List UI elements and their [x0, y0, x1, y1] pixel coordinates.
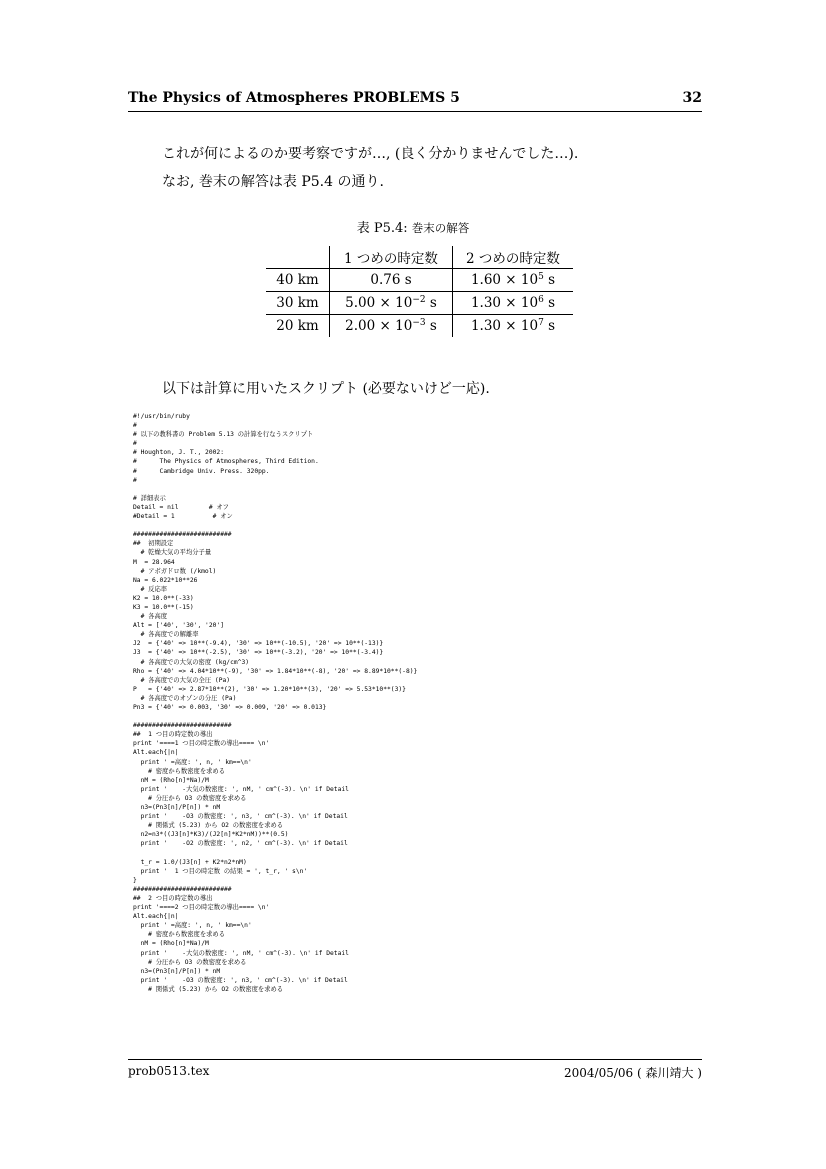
table-header-row: [266, 246, 573, 269]
column-header-time-constant-1: 1 つめの時定数: [330, 246, 453, 269]
table-caption: [0, 217, 826, 236]
table-caption-label: 表 P5.4:: [356, 221, 408, 236]
table-row: [266, 269, 573, 292]
table-caption-text: 巻末の解答: [411, 221, 470, 235]
column-header-altitude: [266, 246, 330, 269]
cell-altitude: 30 km: [266, 292, 330, 315]
results-table: [266, 246, 573, 337]
running-title: The Physics of Atmospheres PROBLEMS 5: [128, 90, 460, 106]
header-rule: [128, 111, 702, 112]
table-row: [266, 315, 573, 338]
column-header-time-constant-2: 2 つめの時定数: [453, 246, 574, 269]
cell-time-constant-1: $5.00 \times 10^{-2}$ s: [330, 292, 453, 315]
ruby-script-listing: #!/usr/bin/ruby # # 以下の教科書の Problem 5.13 の計算を行なうスクリプト # # Houghton, J. T., 2002: # The Physics of Atmospheres, Third Edition. # Cambridge Univ. Press. 320pp. # # 詳細表示 Detail = nil # オフ #Detail = 1 # オン ########################## ## 初期設定 # 乾燥大気の平均分子量 M = 28.964 # アボガドロ数 (/kmol) Na = 6.022*10**26 # 反応率 K2 = 10.0**(-33) K3 = 10.0**(-15) # 各高度 Alt = ['40', '30', '20'] # 各高度での解離率 J2 = {'40' => 10**(-9.4), '30' => 10**(-10.5), '20' => 10**(-13)} J3 = {'40' => 10**(-2.5), '30' => 10**(-3.2), '20' => 10**(-3.4)} # 各高度での大気の密度 (kg/cm^3) Rho = {'40' => 4.04*10**(-9), '30' => 1.84*10**(-8), '20' => 8.89*10**(-8)} # 各高度での大気の全圧 (Pa) P = {'40' => 2.87*10**(2), '30' => 1.20*10**(3), '20' => 5.53*10**(3)} # 各高度でのオゾンの分圧 (Pa) Pn3 = {'40' => 0.003, '30' => 0.009, '20' => 0.013} ########################## ## 1 つ目の時定数の導出 print '====1 つ目の時定数の導出==== \n' Alt.each{|n| print ' =高度: ', n, ' km==\n' # 密度から数密度を求める nM = (Rho[n]*Na)/M print ' -大気の数密度: ', nM, ' cm^(-3). \n' if Detail # 分圧から O3 の数密度を求める n3=(Pn3[n]/P[n]) * nM print ' -O3 の数密度: ', n3, ' cm^(-3). \n' if Detail # 関係式 (5.23) から O2 の数密度を求める n2=n3*((J3[n]*K3)/(J2[n]*K2*nM))**(0.5) print ' -O2 の数密度: ', n2, ' cm^(-3). \n' if Detail t_r = 1.0/(J3[n] + K2*n2*nM) print ' 1 つ目の時定数 の結果 = ', t_r, ' s\n' } ########################## ## 2 つ目の時定数の導出 print '====2 つ目の時定数の導出==== \n' Alt.each{|n| print ' =高度: ', n, ' km==\n' # 密度から数密度を求める nM = (Rho[n]*Na)/M print ' -大気の数密度: ', nM, ' cm^(-3). \n' if Detail # 分圧から O3 の数密度を求める n3=(Pn3[n]/P[n]) * nM print ' -O3 の数密度: ', n3, ' cm^(-3). \n' if Detail # 関係式 (5.23) から O2 の数密度を求める: [133, 413, 418, 993]
page-header: [128, 90, 702, 112]
cell-time-constant-2: $1.60 \times 10^5$ s: [453, 269, 574, 292]
cell-time-constant-1: 0.76 s: [330, 269, 453, 292]
page-number: 32: [682, 90, 702, 106]
script-intro: 以下は計算に用いたスクリプト (必要ないけど一応).: [162, 381, 490, 397]
cell-time-constant-1: $2.00 \times 10^{-3}$ s: [330, 315, 453, 338]
cell-time-constant-2: $1.30 \times 10^7$ s: [470, 318, 556, 334]
cell-altitude: 40 km: [266, 269, 330, 292]
footer-date-author: 2004/05/06 ( 森川靖大 ): [564, 1066, 702, 1080]
table-row: [266, 292, 573, 315]
cell-time-constant-2: $1.30 \times 10^6$ s: [453, 292, 574, 315]
cell-altitude: 20 km: [266, 315, 330, 338]
paragraph-2: なお, 巻末の解答は表 P5.4 の通り.: [162, 174, 384, 190]
footer-filename: prob0513.tex: [128, 1064, 210, 1078]
footer-rule: [128, 1059, 702, 1060]
paragraph-1: これが何によるのか要考察ですが…, (良く分かりませんでした…).: [162, 146, 579, 162]
